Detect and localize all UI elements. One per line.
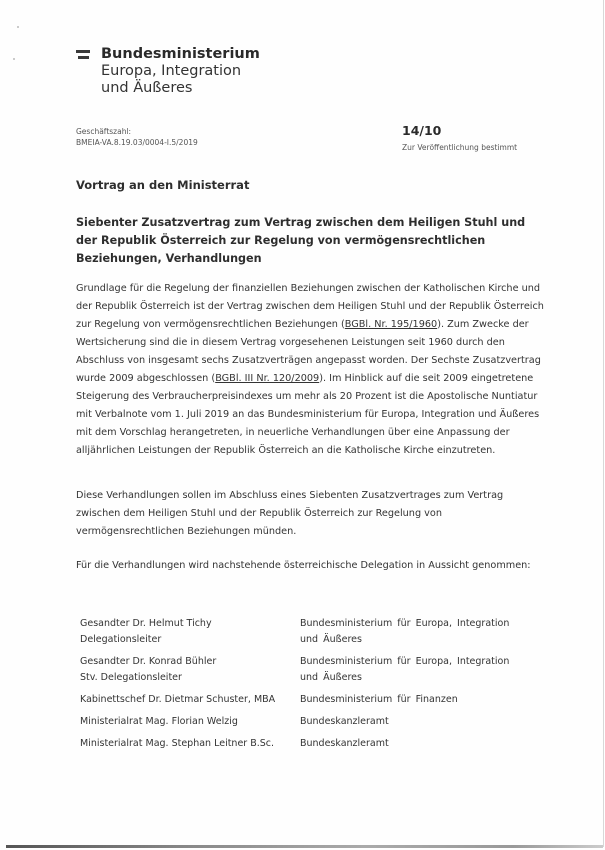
delegate-role: Delegationsleiter [80,634,162,645]
delegate-name: Ministerialrat Mag. Stephan Leitner B.Sc. [80,738,275,749]
legal-reference-link[interactable]: BGBl. Nr. 195/1960 [344,319,438,330]
delegation-row [80,714,550,730]
delegate-organization: Bundeskanzleramt [300,738,389,749]
paragraph-text: Grundlage für die Regelung der finanziellen Beziehungen zwischen der Katholischen Kirche und der Republik Österreich ist der Vertrag zwischen dem Heiligen Stuhl und der Republik Österreich zur Regelung von vermögensrechtlichen Beziehungen ( [76,283,544,330]
delegate-name: Kabinettschef Dr. Dietmar Schuster, MBA [80,694,276,705]
logo-line-3: und Äußeres [101,80,193,96]
paragraph-text: ). Im Hinblick auf die seit 2009 eingetretene Steigerung des Verbraucherpreisindexes um mehr als 20 Prozent ist die Apostolische Nuntiatur mit Verbalnote vom 1. Juli 2019 an das Bundesministerium für Europa, Integration und Äußeres mit dem Vorschlag herangetreten, in neuerliche Verhandlungen über eine Anpassung der alljährlichen Leistungen der Republik Österreich an die Katholische Kirche einzutreten. [76,373,540,456]
legal-reference-link[interactable]: BGBl. III Nr. 120/2009 [215,373,320,384]
delegation-row [80,736,550,752]
flag-mark-icon [76,50,92,60]
paragraph-text: ). Zum Zwecke der Wertsicherung sind die in diesem Vertrag vorgesehenen Leistungen seit 1960 durch den Abschluss von insgesamt sechs Zusatzverträgen angepasst worden. Der Sechste Zusatzvertrag wurde 2009 abgeschlossen ( [76,319,541,384]
logo-line-2: Europa, Integration [101,63,242,79]
delegate-role: Stv. Delegationsleiter [80,672,182,683]
document-type: Vortrag an den Ministerrat [76,178,250,192]
delegation-list [80,616,550,758]
logo-line-1: Bundesministerium [101,46,260,62]
agenda-number: 14/10 [402,123,442,138]
file-number-block [76,126,198,148]
delegate-organization: Bundeskanzleramt [300,716,389,727]
scan-speck [13,58,15,60]
delegate-name: Gesandter Dr. Helmut Tichy [80,618,212,629]
file-number: BMEIA-VA.8.19.03/0004-I.5/2019 [76,138,198,147]
page-bottom-edge [6,845,603,848]
delegate-organization: Bundesministerium für Europa, Integration und Äußeres [300,618,510,645]
file-number-label: Geschäftszahl: [76,127,132,136]
delegation-row [80,616,550,648]
delegate-name: Ministerialrat Mag. Florian Welzig [80,716,238,727]
paragraph-background [76,280,548,460]
document-subject: Siebenter Zusatzvertrag zum Vertrag zwischen dem Heiligen Stuhl und der Republik Österreich zur Regelung von vermögensrechtlichen Beziehungen, Verhandlungen [76,216,526,265]
agenda-block [402,124,517,153]
paragraph-delegation-intro: Für die Verhandlungen wird nachstehende österreichische Delegation in Aussicht genommen: [76,560,531,571]
delegate-organization: Bundesministerium für Finanzen [300,694,458,705]
publication-note: Zur Veröffentlichung bestimmt [402,143,518,152]
delegation-row [80,692,550,708]
paragraph-goal: Diese Verhandlungen sollen im Abschluss eines Siebenten Zusatzvertrages zum Vertrag zwischen dem Heiligen Stuhl und der Republik Österreich zur Regelung von vermögensrechtlichen Beziehungen münden. [76,490,504,537]
delegation-row [80,654,550,686]
scan-speck [17,26,19,28]
ministry-name [101,46,321,97]
delegate-organization: Bundesministerium für Europa, Integration und Äußeres [300,656,510,683]
delegate-name: Gesandter Dr. Konrad Bühler [80,656,217,667]
